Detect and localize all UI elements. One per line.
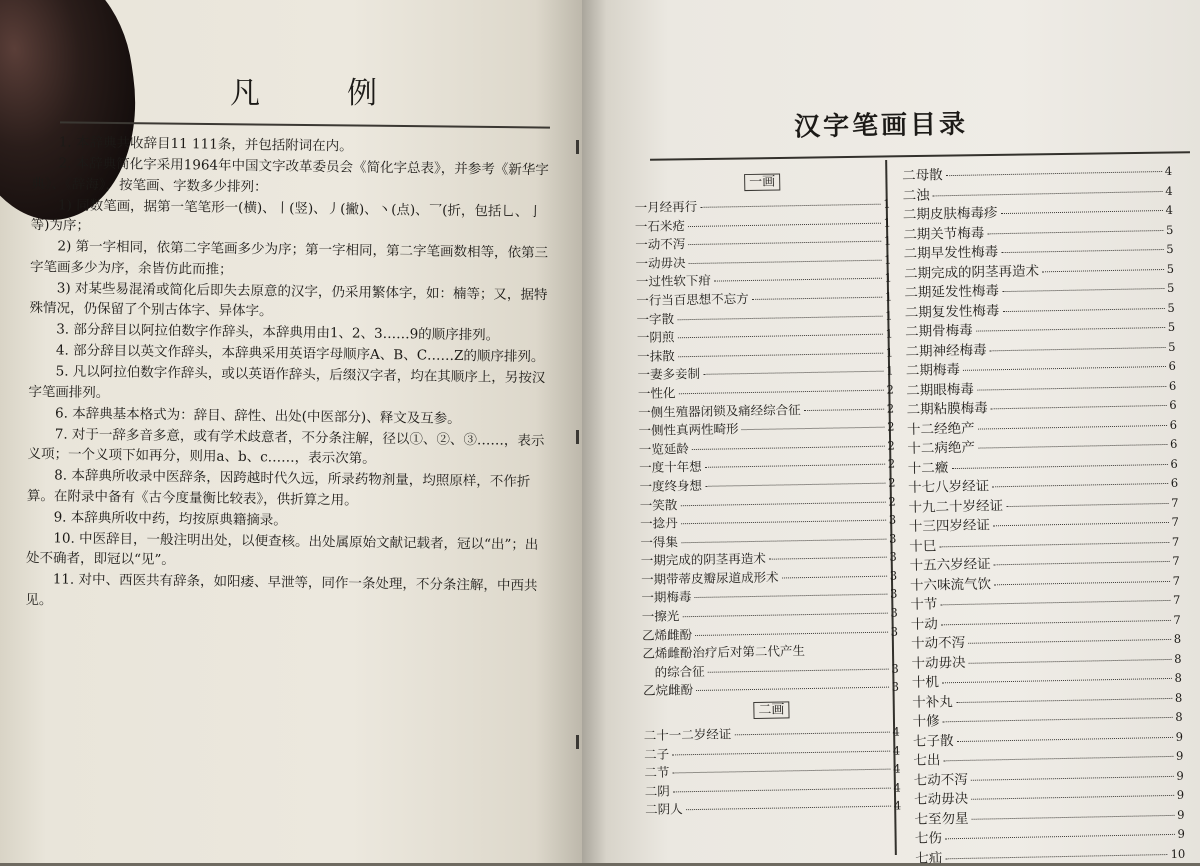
- toc-entry-title: 一期带蒂皮瓣尿道成形术: [640, 569, 779, 587]
- toc-entry-title: 十二经绝产: [906, 420, 975, 438]
- toc-entry-title: 一动不泻: [635, 236, 686, 253]
- toc-page-number: 10: [1170, 846, 1186, 861]
- dot-leader: [987, 230, 1163, 234]
- dot-leader: [942, 678, 1172, 683]
- toc-page-number: 2: [887, 456, 896, 471]
- dot-leader: [945, 854, 1167, 859]
- toc-entry-title: 的综合征: [654, 663, 705, 680]
- dot-leader: [946, 171, 1162, 176]
- toc-page-number: 3: [891, 661, 899, 676]
- toc-entry-title: 七至勿星: [914, 810, 969, 828]
- dot-leader: [682, 613, 887, 618]
- toc-entry-title: 十二癥: [907, 459, 949, 477]
- dot-leader: [978, 444, 1167, 449]
- dot-leader: [694, 594, 887, 598]
- toc-page-number: 8: [1174, 670, 1183, 685]
- toc-entry: [645, 796, 901, 819]
- toc-page-number: 3: [890, 624, 899, 639]
- dot-leader: [939, 541, 1169, 546]
- left-page: [0, 0, 582, 863]
- toc-page-number: 5: [1166, 241, 1174, 256]
- dot-leader: [680, 501, 885, 506]
- toc-entry-title: 十动不泻: [911, 634, 966, 652]
- toc-entry-title: 七动毋决: [914, 790, 969, 808]
- toc-page-number: 7: [1171, 495, 1179, 510]
- stroke-section-heading: 二画: [643, 695, 899, 725]
- toc-entry-title: 二子: [644, 746, 670, 762]
- toc-page-number: 5: [1166, 261, 1175, 276]
- toc-page-number: 7: [1172, 592, 1181, 607]
- toc-entry-title: 二期延发性梅毒: [904, 283, 1000, 301]
- toc-page-number: 2: [886, 382, 894, 397]
- toc-page-number: 9: [1175, 748, 1184, 763]
- toc-entry-title: 一侧生殖器闭锁及痛经综合征: [638, 401, 801, 420]
- dot-leader: [742, 427, 885, 430]
- toc-entry-title: 二阴人: [645, 801, 683, 818]
- rule-paragraph: 5. 凡以阿拉伯数字作辞头，或以英语作辞头，后缀汉字者，均在其顺序上，另按汉字笔画排列。: [28, 363, 546, 401]
- toc-entry-title: 乙烯雌酚: [641, 626, 693, 643]
- toc-page-number: 7: [1172, 553, 1180, 568]
- toc-page-number: 3: [889, 568, 898, 583]
- dot-leader: [1001, 249, 1163, 253]
- toc-page-number: 3: [890, 605, 898, 620]
- toc-page-number: 4: [1165, 183, 1173, 198]
- toc-page-number: 8: [1174, 690, 1183, 705]
- toc-entry-title: 一得集: [640, 533, 679, 550]
- spine-stitch: [576, 140, 579, 154]
- rule-paragraph: 7. 对于一辞多音多意，或有学术歧意者，不分条注解，径以①、②、③……，表示义项；一个义项下如再分，则用a、b、c……，表示次第。: [27, 425, 545, 467]
- title-char-2: 例: [347, 76, 379, 111]
- toc-page-number: 2: [887, 419, 895, 434]
- rule-paragraph: 3. 部分辞目以阿拉伯数字作辞头，本辞典用由1、2、3……9的顺序排列。: [56, 321, 500, 344]
- dot-leader: [677, 315, 882, 320]
- toc-entry-title: 一捻丹: [640, 515, 678, 532]
- dot-leader: [945, 834, 1175, 839]
- dot-leader: [677, 334, 882, 339]
- rule-paragraph: 4. 部分辞目以英文作辞头，本辞典采用英语字母顺序A、B、C……Z的顺序排列。: [55, 342, 545, 366]
- toc-page-number: 4: [892, 724, 900, 739]
- dot-leader: [994, 580, 1170, 584]
- toc-page-number: 5: [1165, 222, 1174, 237]
- toc-page-number: 1: [886, 363, 894, 378]
- toc-entry-title: 一石米疮: [634, 217, 686, 234]
- toc-entry-title: 二母散: [902, 167, 943, 184]
- dot-leader: [700, 204, 880, 208]
- dot-leader: [681, 538, 886, 543]
- toc-entry-title: 七动不泻: [913, 771, 968, 789]
- dot-leader: [714, 278, 882, 282]
- toc-page-number: 3: [891, 679, 900, 695]
- toc-page-number: 7: [1171, 514, 1180, 529]
- toc-entry-title: 十二病绝产: [907, 439, 976, 457]
- dot-leader: [971, 775, 1174, 780]
- stroke-section-heading: 一画: [634, 168, 890, 198]
- toc-entry-title: 二十一二岁经证: [643, 726, 732, 743]
- toc-page-number: 3: [888, 512, 897, 527]
- left-page-body: [25, 132, 557, 618]
- toc-entry-title: 十机: [911, 674, 940, 691]
- toc-entry-title: 一擦光: [641, 608, 680, 624]
- toc-page-number: 8: [1175, 709, 1183, 724]
- toc-page-number: 1: [884, 270, 893, 286]
- toc-page-number: 6: [1170, 456, 1178, 471]
- toc-entry-title: 一妻多妾制: [637, 366, 701, 383]
- toc-page-number: 6: [1170, 475, 1179, 490]
- toc-page-number: 7: [1173, 612, 1181, 627]
- rule-paragraph: 2. 本辞典简化字采用1964年中国文字改革委员会《简化字总表》，并参考《新华字典》、《辞海》，按笔画、字数多少排列：: [31, 155, 549, 195]
- toc-entry-title: 二期皮肤梅毒疹: [902, 205, 998, 223]
- dot-leader: [977, 385, 1166, 390]
- toc-page-number: 9: [1176, 768, 1184, 783]
- toc-page-number: 3: [889, 549, 897, 564]
- dot-leader: [951, 463, 1167, 468]
- toc-page-number: 5: [1168, 339, 1176, 354]
- dot-leader: [978, 424, 1167, 429]
- toc-entry-title: 二期梅毒: [905, 361, 961, 379]
- toc-page-number: 6: [1168, 358, 1177, 373]
- toc-entry-title: 二期粘膜梅毒: [906, 400, 988, 418]
- dot-leader: [990, 346, 1166, 350]
- toc-entry-title: 一阴煎: [636, 329, 675, 346]
- toc-entry-title: 十补丸: [912, 693, 953, 711]
- toc-entry-title: 一笑散: [639, 496, 678, 513]
- toc-page-number: 9: [1176, 787, 1185, 802]
- dot-leader: [941, 619, 1171, 624]
- dot-leader: [972, 814, 1175, 819]
- toc-entry-title: 一度终身想: [639, 477, 703, 494]
- dot-leader: [681, 520, 886, 525]
- dot-leader: [688, 241, 881, 245]
- toc-page-number: 1: [883, 196, 891, 211]
- toc-page-number: 5: [1167, 319, 1176, 334]
- toc-entry-title: 七出: [913, 752, 941, 769]
- toc-entry-title: 二期早发性梅毒: [903, 244, 999, 262]
- dot-leader: [963, 366, 1166, 371]
- toc-page-number: 2: [888, 475, 896, 490]
- toc-page-number: 7: [1172, 573, 1181, 588]
- dot-leader: [1002, 307, 1164, 311]
- toc-page-number: 4: [1165, 202, 1174, 217]
- toc-entry-title: 十动毋决: [911, 654, 966, 672]
- dot-leader: [993, 522, 1169, 526]
- toc-entry-title: 一行当百思想不忘方: [636, 290, 749, 308]
- toc-page-number: 7: [1171, 534, 1180, 549]
- dot-leader: [734, 732, 889, 736]
- toc-entry-title: 十三四岁经证: [908, 517, 991, 535]
- dot-leader: [994, 561, 1170, 565]
- toc-page-number: 1: [884, 289, 893, 304]
- dot-leader: [991, 405, 1167, 409]
- right-page: [582, 0, 1200, 866]
- toc-entry-title: 十七八岁经证: [908, 478, 990, 496]
- dot-leader: [672, 750, 890, 755]
- toc-page-number: 9: [1177, 807, 1185, 822]
- toc-page-number: 4: [893, 798, 902, 813]
- dot-leader: [705, 464, 885, 468]
- rule-paragraph: 2) 第一字相同，依第二字笔画多少为序；第一字相同，第二字笔画数相等，依第三字笔画多少为序，余皆仿此而推；: [30, 238, 549, 278]
- toc-entry-title: 七伤: [914, 830, 943, 847]
- toc-entry-title: 乙烯雌酚治疗后对第二代产生: [642, 643, 806, 662]
- toc-column-left: [634, 168, 901, 819]
- dot-leader: [957, 736, 1173, 741]
- toc-entry-title: 七子散: [912, 732, 954, 750]
- toc-entry-title: 二期复发性梅毒: [904, 302, 1000, 321]
- toc-entry-title: 一览延龄: [638, 440, 689, 457]
- dot-leader: [969, 658, 1172, 663]
- toc-page-number: 4: [892, 743, 901, 758]
- toc-entry-title: 十动: [910, 615, 938, 633]
- toc-entry-title: 一性化: [637, 385, 676, 401]
- toc-page-number: 5: [1167, 300, 1175, 315]
- dot-leader: [943, 756, 1173, 761]
- toc-page-number: 2: [888, 493, 896, 509]
- dot-leader: [673, 787, 891, 792]
- dot-leader: [940, 600, 1170, 605]
- toc-entry-title: 一抹散: [637, 348, 675, 364]
- rule-paragraph: 1) 同数笔画，据第一笔笔形一(横)、丨(竖)、丿(撇)、丶(点)、乛(折，包括乚、亅等)为序；: [30, 196, 543, 234]
- toc-page-number: 1: [885, 326, 893, 341]
- right-page-title: 汉字笔画目录: [793, 109, 969, 143]
- toc-page-number: 4: [893, 780, 901, 795]
- toc-entry-title: 十五六岁经证: [909, 556, 991, 574]
- toc-entry-title: 一侧性真两性畸形: [638, 421, 739, 439]
- dot-leader: [971, 795, 1174, 800]
- toc-entry-title: 十六味流气饮: [909, 575, 992, 594]
- toc-page-number: 9: [1177, 826, 1186, 841]
- dot-leader: [689, 259, 882, 263]
- left-page-title: [230, 68, 379, 112]
- rule-paragraph: 10. 中医辞目，一般注明出处，以便查核。出处属原始文献记载者，冠以“出”；出处不确者，即冠以“见”。: [25, 529, 539, 569]
- toc-entry-title: 二期关节梅毒: [903, 224, 985, 243]
- rule-paragraph: 1. 本辞典共收辞目11 111条，并包括附词在内。: [58, 134, 353, 155]
- toc-entry-title: 十修: [912, 713, 940, 730]
- title-char-1: 凡: [230, 76, 262, 111]
- spine-stitch: [576, 430, 579, 444]
- rule-paragraph: 11. 对中、西医共有辞条，如阳痿、早泄等，同作一条处理，不分条注解，中西共见。: [25, 571, 538, 608]
- toc-entry-title: 十九二十岁经证: [908, 497, 1004, 516]
- dot-leader: [1042, 268, 1164, 271]
- dot-leader: [686, 806, 891, 811]
- dot-leader: [708, 668, 889, 672]
- dot-leader: [1000, 210, 1162, 214]
- dot-leader: [695, 631, 888, 635]
- toc-entry-title: 十巳: [909, 537, 937, 555]
- toc-entry-title: 二期骨梅毒: [905, 322, 973, 340]
- dot-leader: [703, 371, 883, 375]
- toc-column-right: [902, 159, 1185, 866]
- toc-page-number: 1: [883, 233, 892, 248]
- toc-entry-title: 乙烷雌酚: [642, 682, 694, 699]
- toc-entry-title: 二浊: [902, 186, 930, 204]
- dot-leader: [968, 639, 1171, 644]
- toc-page-number: 1: [883, 215, 892, 230]
- dot-leader: [804, 408, 884, 410]
- dot-leader: [769, 557, 887, 560]
- toc-entry-title: 一动毋决: [635, 254, 686, 271]
- toc-page-number: 6: [1169, 397, 1177, 412]
- toc-entry-title: 一月经再行: [634, 198, 698, 215]
- toc-page-number: 8: [1174, 651, 1182, 666]
- toc-page-number: 3: [889, 586, 898, 602]
- dot-leader: [752, 297, 882, 300]
- toc-entry-title: 十节: [910, 596, 938, 613]
- toc-entry-title: 二期眼梅毒: [906, 381, 974, 399]
- toc-page-number: 1: [885, 345, 894, 360]
- dot-leader: [678, 352, 883, 357]
- toc-entry-title: 二节: [644, 764, 670, 781]
- toc-entry-title: 二期完成的阴茎再造术: [903, 262, 1040, 282]
- dot-leader: [933, 191, 1163, 196]
- rule-paragraph: 9. 本辞典所收中药，均按原典籍摘录。: [53, 508, 287, 529]
- toc-page-number: 4: [893, 761, 901, 776]
- toc-page-number: 6: [1168, 378, 1177, 393]
- toc-entry-title: 一度十年想: [639, 459, 702, 476]
- toc-page-number: 3: [888, 531, 897, 546]
- spine-stitch: [576, 735, 579, 749]
- toc-entry-title: 一期梅毒: [641, 589, 692, 606]
- dot-leader: [692, 445, 885, 449]
- dot-leader: [956, 697, 1172, 702]
- toc-page-number: 6: [1169, 436, 1178, 451]
- toc-entry-title: 一过性软下疳: [635, 273, 712, 290]
- rule-paragraph: 6. 本辞典基本格式为：辞目、辞性、出处(中医部分)、释文及互参。: [54, 404, 461, 427]
- toc-page-number: 9: [1175, 729, 1184, 744]
- title-rule-right: [650, 151, 1190, 160]
- dot-leader: [1006, 502, 1168, 506]
- dot-leader: [705, 483, 885, 487]
- dot-leader: [673, 769, 891, 774]
- toc-entry: [915, 841, 1185, 866]
- toc-page-number: 4: [1164, 163, 1173, 178]
- toc-entry-title: 七疝: [915, 849, 943, 866]
- toc-page-number: 2: [886, 401, 895, 416]
- dot-leader: [976, 327, 1165, 332]
- toc-page-number: 2: [887, 438, 895, 453]
- toc-page-number: 8: [1173, 631, 1182, 646]
- toc-page-number: 1: [885, 308, 893, 323]
- toc-page-number: 6: [1169, 417, 1178, 432]
- dot-leader: [992, 483, 1168, 487]
- toc-entry-title: 一期完成的阴茎再造术: [640, 551, 766, 569]
- dot-leader: [678, 390, 883, 395]
- dot-leader: [943, 717, 1173, 722]
- dot-leader: [696, 687, 889, 691]
- toc-entry-title: 二阴: [644, 783, 670, 799]
- dot-leader: [688, 222, 881, 226]
- toc-page-number: 1: [884, 252, 892, 267]
- dot-leader: [1002, 288, 1164, 292]
- toc-page-number: 5: [1166, 280, 1175, 295]
- toc-entry-title: 一字散: [636, 310, 675, 327]
- rule-paragraph: 3) 对某些易混淆或简化后即失去原意的汉字，仍采用繁体字，如：楠等；又，据特殊情况，仍保留了个别古体字、异体字。: [29, 279, 548, 320]
- rule-paragraph: 8. 本辞典所收录中医辞条，因跨越时代久远，所录药物剂量，均照原样，不作折算。在附录中备有《古今度量衡比较表》，供折算之用。: [26, 467, 531, 509]
- toc-entry-title: 二期神经梅毒: [905, 341, 987, 360]
- dot-leader: [782, 576, 887, 579]
